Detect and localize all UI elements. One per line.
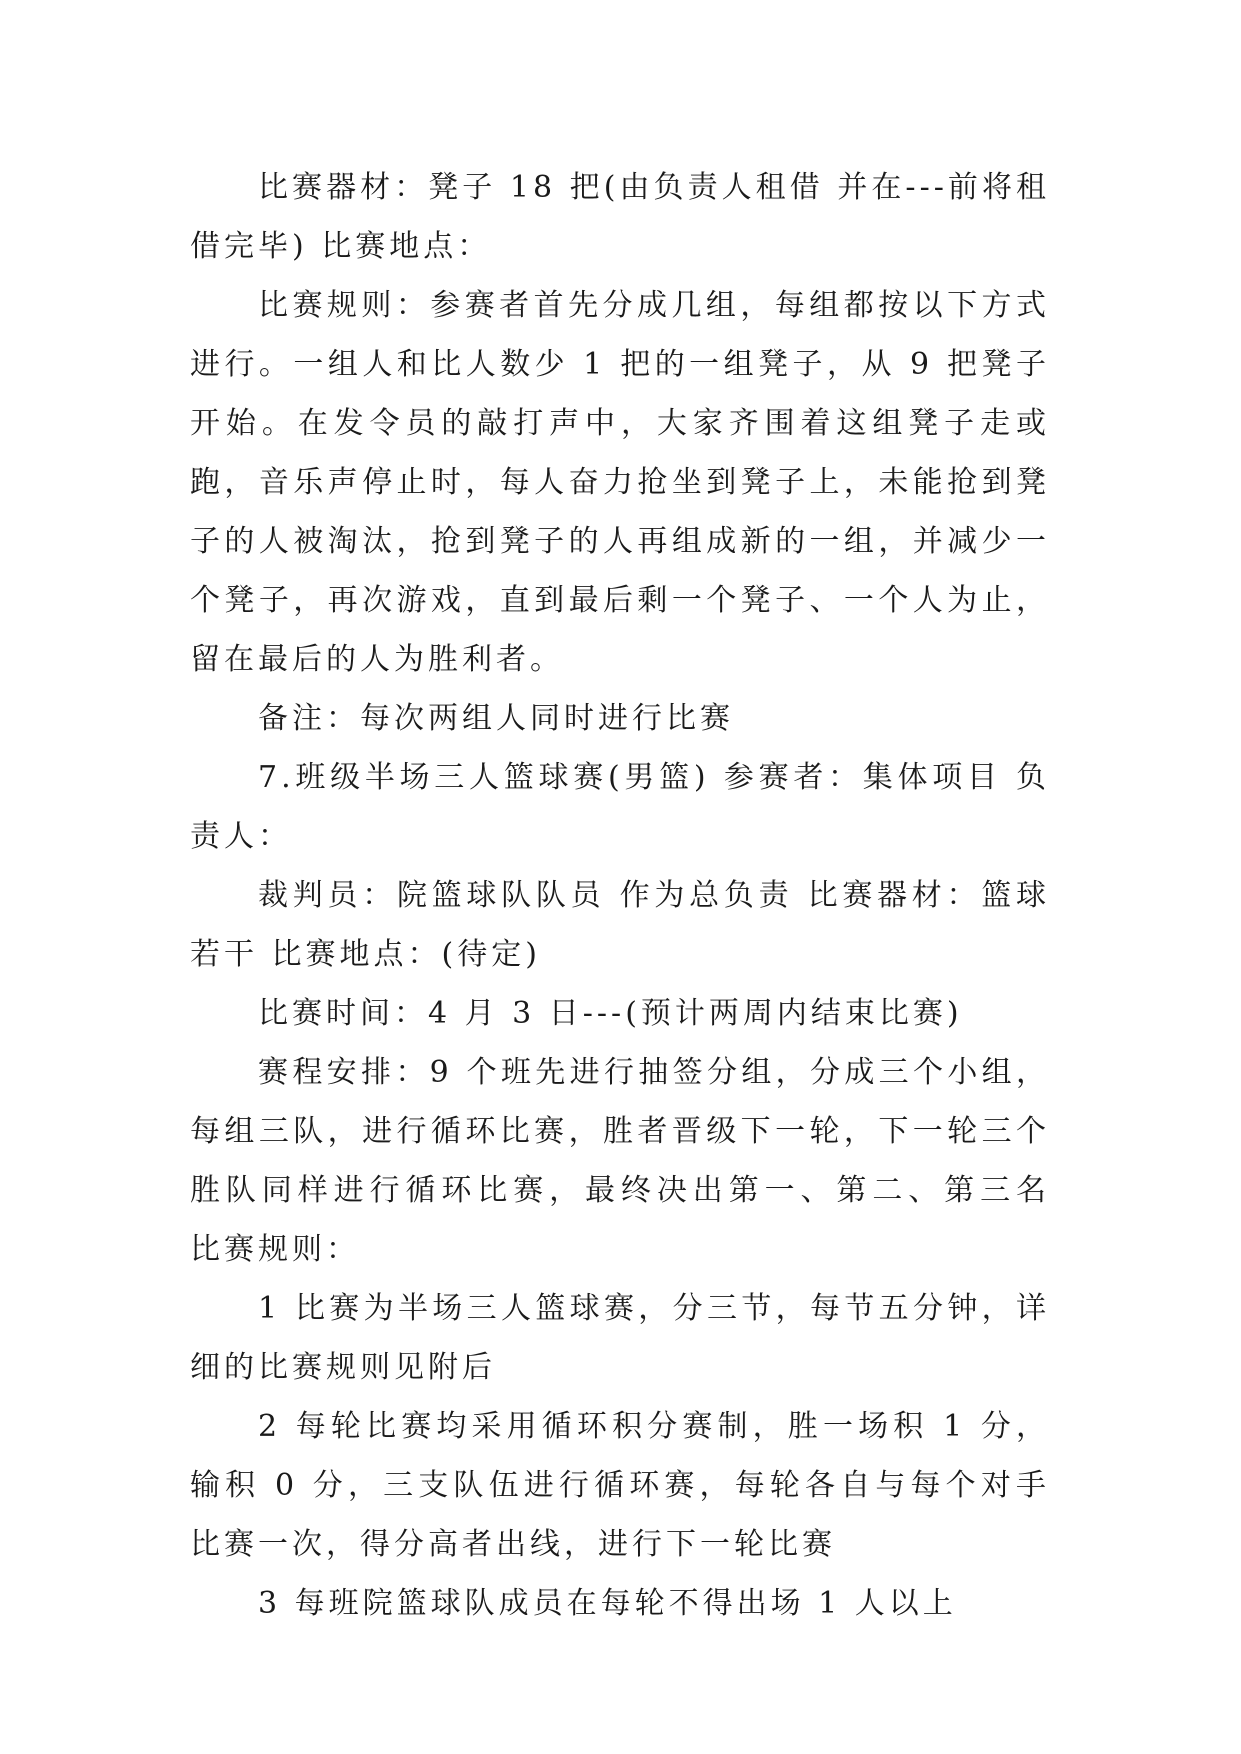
paragraph-note: 备注：每次两组人同时进行比赛 bbox=[258, 701, 734, 736]
paragraph-referee: 裁判员：院篮球队队员 作为总负责 比赛器材：篮球若干 比赛地点：(待定) bbox=[190, 878, 1050, 972]
paragraph-schedule: 赛程安排：9 个班先进行抽签分组，分成三个小组，每组三队，进行循环比赛，胜者晋级下一轮，下一轮三个胜队同样进行循环比赛，最终决出第一、第二、第三名 比赛规则： bbox=[190, 1055, 1050, 1267]
paragraph-rule-1: 1 比赛为半场三人篮球赛，分三节，每节五分钟，详细的比赛规则见附后 bbox=[190, 1291, 1050, 1385]
paragraph-equipment: 比赛器材：凳子 18 把(由负责人租借 并在---前将租借完毕) 比赛地点： bbox=[190, 170, 1050, 264]
document-body bbox=[190, 158, 1050, 1633]
paragraph-rule-2: 2 每轮比赛均采用循环积分赛制，胜一场积 1 分，输积 0 分，三支队伍进行循环赛，每轮各自与每个对手比赛一次，得分高者出线，进行下一轮比赛 bbox=[190, 1409, 1050, 1562]
paragraph-rule-3: 3 每班院篮球队成员在每轮不得出场 1 人以上 bbox=[258, 1586, 957, 1621]
paragraph-basketball-title: 7.班级半场三人篮球赛(男篮) 参赛者：集体项目 负责人： bbox=[190, 760, 1050, 854]
paragraph-time: 比赛时间：4 月 3 日---(预计两周内结束比赛) bbox=[258, 996, 963, 1031]
paragraph-rules: 比赛规则：参赛者首先分成几组，每组都按以下方式进行。一组人和比人数少 1 把的一组凳子，从 9 把凳子开始。在发令员的敲打声中，大家齐围着这组凳子走或跑，音乐声停止时，每人奋力抢坐到凳子上，未能抢到凳子的人被淘汰，抢到凳子的人再组成新的一组，并减少一个凳子，再次游戏，直到最后剩一个凳子、一个人为止，留在最后的人为胜利者。 bbox=[190, 288, 1050, 677]
